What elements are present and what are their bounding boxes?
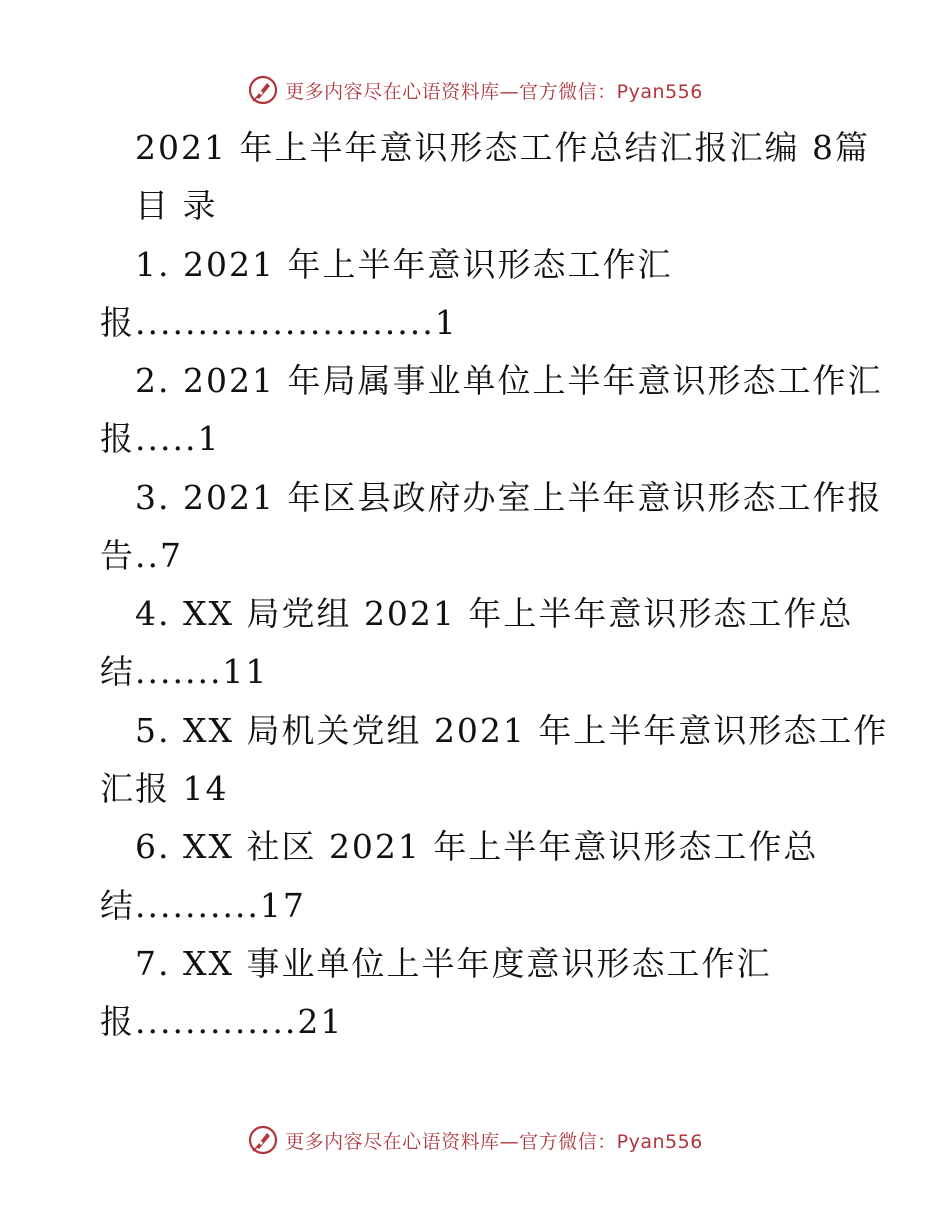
toc-entry-1-line1: 1. 2021 年上半年意识形态工作汇 xyxy=(135,245,673,284)
toc-entry-7-line2: 报.............21 xyxy=(100,1002,344,1041)
pen-nib-logo-icon xyxy=(247,1124,279,1156)
toc-entry-3-line2: 告..7 xyxy=(100,536,183,575)
toc-entry-6-line2: 结..........17 xyxy=(100,886,306,925)
toc-entry-4-line1: 4. XX 局党组 2021 年上半年意识形态工作总 xyxy=(135,594,854,633)
toc-entry-5-line1: 5. XX 局机关党组 2021 年上半年意识形态工作 xyxy=(135,711,889,750)
toc-entry-4-line2: 结.......11 xyxy=(100,652,269,691)
toc-entry-5-line2: 汇报 14 xyxy=(100,769,229,808)
watermark-text: 更多内容尽在心语资料库—官方微信：Pyan556 xyxy=(285,80,703,103)
header-watermark xyxy=(0,70,950,110)
toc-entry-2-line1: 2. 2021 年局属事业单位上半年意识形态工作汇 xyxy=(135,361,883,400)
toc-entry-7-line1: 7. XX 事业单位上半年度意识形态工作汇 xyxy=(135,944,772,983)
toc-entry-1-line2: 报........................1 xyxy=(100,303,458,342)
toc-entry-2-line2: 报.....1 xyxy=(100,419,221,458)
pen-nib-logo-icon xyxy=(247,74,279,106)
toc-entry-6-line1: 6. XX 社区 2021 年上半年意识形态工作总 xyxy=(135,827,819,866)
watermark-text: 更多内容尽在心语资料库—官方微信：Pyan556 xyxy=(285,1130,703,1153)
toc-heading: 目 录 xyxy=(135,186,218,225)
footer-watermark xyxy=(0,1120,950,1160)
toc-entry-3-line1: 3. 2021 年区县政府办室上半年意识形态工作报 xyxy=(135,478,883,517)
document-title: 2021 年上半年意识形态工作总结汇报汇编 8篇 xyxy=(135,128,870,167)
